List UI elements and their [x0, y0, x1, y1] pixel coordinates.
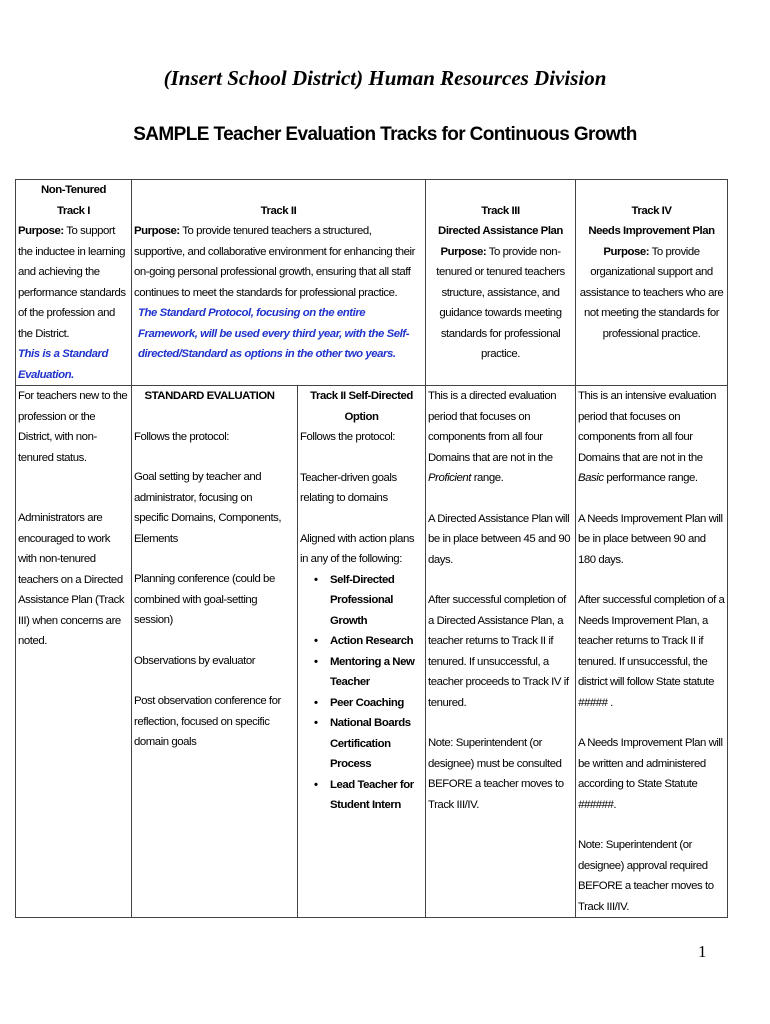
track1-purpose-text: To support the inductee in learning and achieving the performance standards of the profession and the District. — [18, 225, 126, 340]
purpose-row — [16, 201, 728, 386]
track4-para-2: A Needs Improvement Plan will be in place between 90 and 180 days. — [578, 512, 723, 566]
detail-row — [16, 386, 728, 918]
standard-step-4: Post observation conference for reflection, focused on specific domain goals — [134, 695, 281, 748]
track3-detail-cell — [426, 386, 576, 918]
track4-para-3-end: . — [610, 696, 613, 709]
track3-para-3: After successful completion of a Directed Assistance Plan, a teacher returns to Track II if tenured. If unsuccessful, a teacher proceeds to Track IV if tenured. — [428, 594, 569, 709]
track2-note: The Standard Protocol, focusing on the entire Framework, will be used every third year, with the Self-directed/Standard as options in the other two years. — [138, 307, 410, 360]
self-directed-title: Track II Self-Directed Option — [310, 390, 413, 423]
track4-statute-code: ##### — [578, 696, 608, 709]
track3-purpose-cell — [426, 201, 576, 386]
track4-header-cell — [576, 180, 728, 201]
track1-desc-2: Administrators are encouraged to work with non-tenured teachers on a Directed Assistance Plan (Track III) when concerns are noted. — [18, 512, 125, 647]
track3-para-1-text: This is a directed evaluation period that focuses on components from all four Domains that are not in the — [428, 390, 557, 464]
track4-para-4 — [578, 733, 725, 815]
track3-para-1-end: range. — [473, 472, 504, 484]
track1-purpose-cell — [16, 201, 132, 386]
track2-purpose-cell — [132, 201, 426, 386]
page-number: 1 — [698, 942, 707, 961]
track4-purpose — [578, 242, 725, 345]
list-item: • Peer Coaching — [330, 693, 423, 714]
track3-label: Track III — [481, 204, 520, 217]
standard-step-2: Planning conference (could be combined with goal-setting session) — [134, 573, 275, 626]
track3-para-2: A Directed Assistance Plan will be in place between 45 and 90 days. — [428, 512, 571, 566]
track1-label: Track I — [57, 204, 90, 217]
track2-purpose — [134, 221, 423, 303]
standard-evaluation-cell — [132, 386, 298, 918]
track4-para-1 — [578, 386, 725, 489]
standard-step-3: Observations by evaluator — [134, 654, 256, 667]
self-directed-cell — [298, 386, 426, 918]
evaluation-tracks-table — [15, 179, 728, 918]
track4-label: Track IV — [631, 204, 672, 217]
track1-purpose — [18, 221, 129, 344]
document-title: SAMPLE Teacher Evaluation Tracks for Continuous Growth — [133, 124, 637, 145]
track3-purpose — [428, 242, 573, 365]
self-directed-options-list — [300, 570, 423, 816]
track1-purpose-label: Purpose: — [18, 225, 64, 237]
track1-desc-1: For teachers new to the profession or the District, with non-tenured status. — [18, 390, 128, 464]
self-directed-protocol: Follows the protocol: — [300, 431, 396, 443]
self-directed-step-2: Aligned with action plans in any of the following: — [300, 532, 415, 565]
track4-detail-cell — [576, 386, 728, 918]
track3-header-cell — [426, 180, 576, 201]
standard-protocol: Follows the protocol: — [134, 430, 230, 443]
district-title: (Insert School District) Human Resources Division — [163, 66, 607, 90]
list-item: • Mentoring a New Teacher — [330, 652, 423, 693]
track2-label: Track II — [260, 204, 297, 217]
nontenured-label-cell — [16, 180, 132, 201]
track3-purpose-label: Purpose: — [440, 245, 487, 258]
track4-para-1-end: performance range. — [606, 472, 698, 484]
track4-purpose-text: To provide organizational support and assistance to teachers who are not meeting the standards for professional practice. — [579, 245, 724, 340]
track3-para-4: Note: Superintendent (or designee) must be consulted BEFORE a teacher moves to Track III/IV. — [428, 737, 564, 811]
table-header-row — [16, 180, 728, 201]
track4-statute-code-2: ###### — [578, 798, 614, 811]
track4-plan-name: Needs Improvement Plan — [588, 225, 715, 237]
track1-note: This is a Standard Evaluation. — [18, 348, 109, 381]
track1-detail-cell — [16, 386, 132, 918]
track4-purpose-cell — [576, 201, 728, 386]
tenured-header-cell — [132, 180, 426, 201]
list-item: • National Boards Certification Process — [330, 713, 423, 775]
track4-basic-term: Basic — [578, 472, 604, 484]
nontenured-label: Non-Tenured — [40, 184, 107, 196]
standard-step-1: Goal setting by teacher and administrator, focusing on specific Domains, Components, Elements — [134, 471, 282, 545]
track4-para-1-text: This is an intensive evaluation period that focuses on components from all four Domains that are not in the — [578, 390, 717, 464]
track4-para-3 — [578, 590, 725, 713]
track3-plan-name: Directed Assistance Plan — [438, 225, 563, 237]
list-item: • Lead Teacher for Student Intern — [330, 775, 423, 816]
standard-evaluation-title: STANDARD EVALUATION — [144, 390, 275, 402]
track3-para-1 — [428, 386, 573, 489]
track4-purpose-label: Purpose: — [603, 245, 650, 258]
self-directed-step-1: Teacher-driven goals relating to domains — [300, 471, 397, 504]
list-item: • Self-Directed Professional Growth — [330, 570, 423, 632]
track2-purpose-label: Purpose: — [134, 225, 180, 237]
track4-para-5: Note: Superintendent (or designee) approval required BEFORE a teacher moves to Track III/IV. — [578, 839, 714, 913]
track3-purpose-text: To provide non-tenured or tenured teachers structure, assistance, and guidance towards meeting standards for professional practice. — [436, 245, 565, 360]
track3-proficient-term: Proficient — [428, 472, 471, 484]
track4-para-4-end: . — [613, 798, 617, 811]
track4-para-4-text: A Needs Improvement Plan will be written and administered according to State Statute — [578, 737, 723, 790]
track2-purpose-text: To provide tenured teachers a structured, supportive, and collaborative environment for enhancing their on-going personal professional growth, ensuring that all staff continues to meet the standards for professional practice. — [134, 225, 415, 299]
track4-para-3-text: After successful completion of a Needs Improvement Plan, a teacher returns to Track II if tenured. If unsuccessful, the district will follow State statute — [578, 594, 725, 688]
list-item: • Action Research — [330, 631, 423, 652]
